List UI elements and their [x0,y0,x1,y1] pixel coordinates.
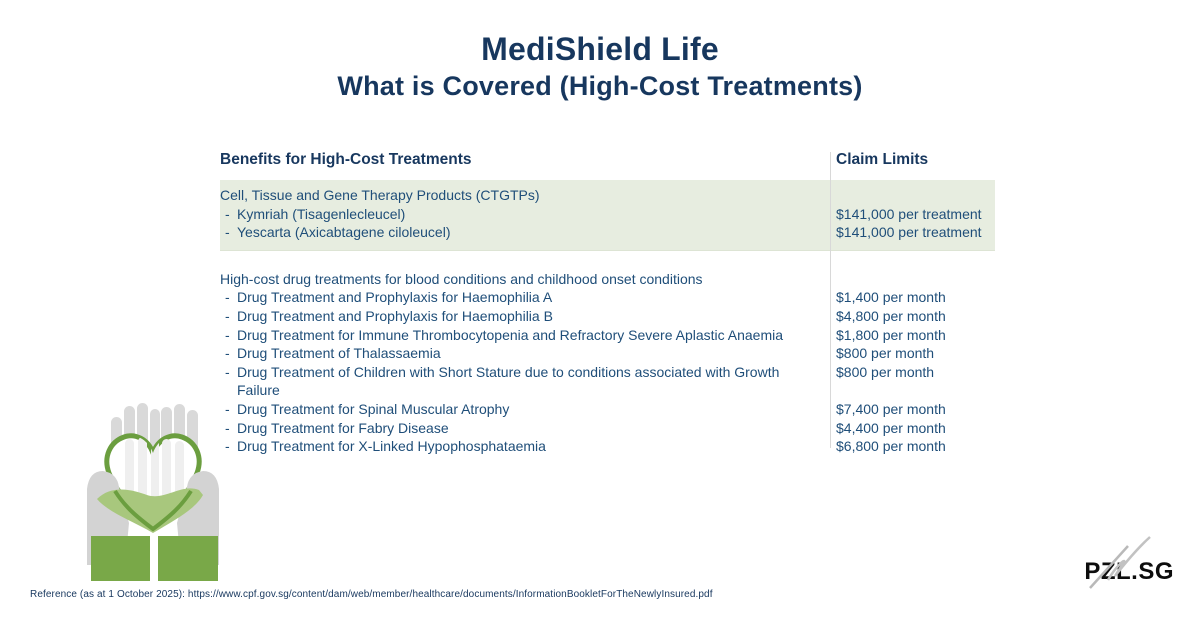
dash-bullet: - [225,363,230,380]
table-row [220,270,995,289]
hands-holding-heart-icon [85,393,221,581]
benefit-cell: - Drug Treatment for Spinal Muscular Atrophy [225,400,510,417]
table-row [220,437,995,456]
table-row [220,363,995,400]
section-title: Cell, Tissue and Gene Therapy Products (CTGTPs) [220,187,540,203]
dash-bullet: - [225,289,230,306]
dash-bullet: - [225,326,230,343]
table-section [220,270,995,456]
claim-cell: $4,400 per month [836,419,946,436]
table-row [220,288,995,307]
dash-bullet: - [225,438,230,455]
table-body [220,180,995,456]
column-header-claim-limits: Claim Limits [836,151,929,168]
dash-bullet: - [225,205,230,222]
column-divider [830,152,831,448]
claim-cell: $800 per month [836,363,935,380]
table-header-row [220,150,995,180]
benefit-cell: - Drug Treatment for Immune Thrombocytopenia and Refractory Severe Aplastic Anaemia [225,326,784,343]
benefits-table [220,150,995,456]
table-section [220,180,995,251]
table-row [220,344,995,363]
cuffs [91,536,218,581]
benefit-cell: - Drug Treatment and Prophylaxis for Haemophilia B [225,307,553,324]
claim-cell [832,186,995,205]
section-title: High-cost drug treatments for blood conditions and childhood onset conditions [220,270,703,287]
column-header-benefits: Benefits for High-Cost Treatments [220,151,472,168]
benefit-cell: - Drug Treatment and Prophylaxis for Haemophilia A [225,289,553,306]
dash-bullet: - [225,400,230,417]
table-row [220,186,995,205]
reference-text: Reference (as at 1 October 2025): https://www.cpf.gov.sg/content/dam/web/member/healthcare/documents/InformationBookletForTheNewlyInsured.pdf [30,589,713,600]
benefit-cell: - Drug Treatment for X-Linked Hypophosphataemia [225,438,546,455]
claim-cell: $1,400 per month [836,289,946,306]
pzlsg-logo-text: PZL.SG [1084,558,1174,585]
table-row [220,205,995,224]
claim-cell [832,270,995,289]
claim-cell: $4,800 per month [836,307,946,324]
benefit-cell: - Yescarta (Axicabtagene ciloleucel) [225,224,451,241]
claim-cell: $800 per month [836,345,935,362]
dash-bullet: - [225,345,230,362]
claim-cell: $6,800 per month [836,438,946,455]
slide-title: MediShield Life [481,31,719,67]
pzlsg-watermark [1084,560,1174,584]
table-row [220,223,995,242]
table-row [220,326,995,345]
table-row [220,400,995,419]
claim-cell: $141,000 per treatment [836,224,982,241]
benefit-cell: - Drug Treatment for Fabry Disease [225,419,449,436]
table-row [220,307,995,326]
benefit-cell: - Kymriah (Tisagenlecleucel) [225,205,406,222]
signature-swoosh-icon [1086,534,1156,590]
dash-bullet: - [225,307,230,324]
claim-cell: $7,400 per month [836,400,946,417]
claim-cell: $141,000 per treatment [836,205,982,222]
slide-subtitle: What is Covered (High-Cost Treatments) [337,71,863,101]
benefit-cell: - Drug Treatment of Thalassaemia [225,345,441,362]
dash-bullet: - [225,224,230,241]
benefit-cell: - Drug Treatment of Children with Short Stature due to conditions associated with Growth Failure [225,363,780,399]
claim-cell: $1,800 per month [836,326,946,343]
table-row [220,419,995,438]
dash-bullet: - [225,419,230,436]
